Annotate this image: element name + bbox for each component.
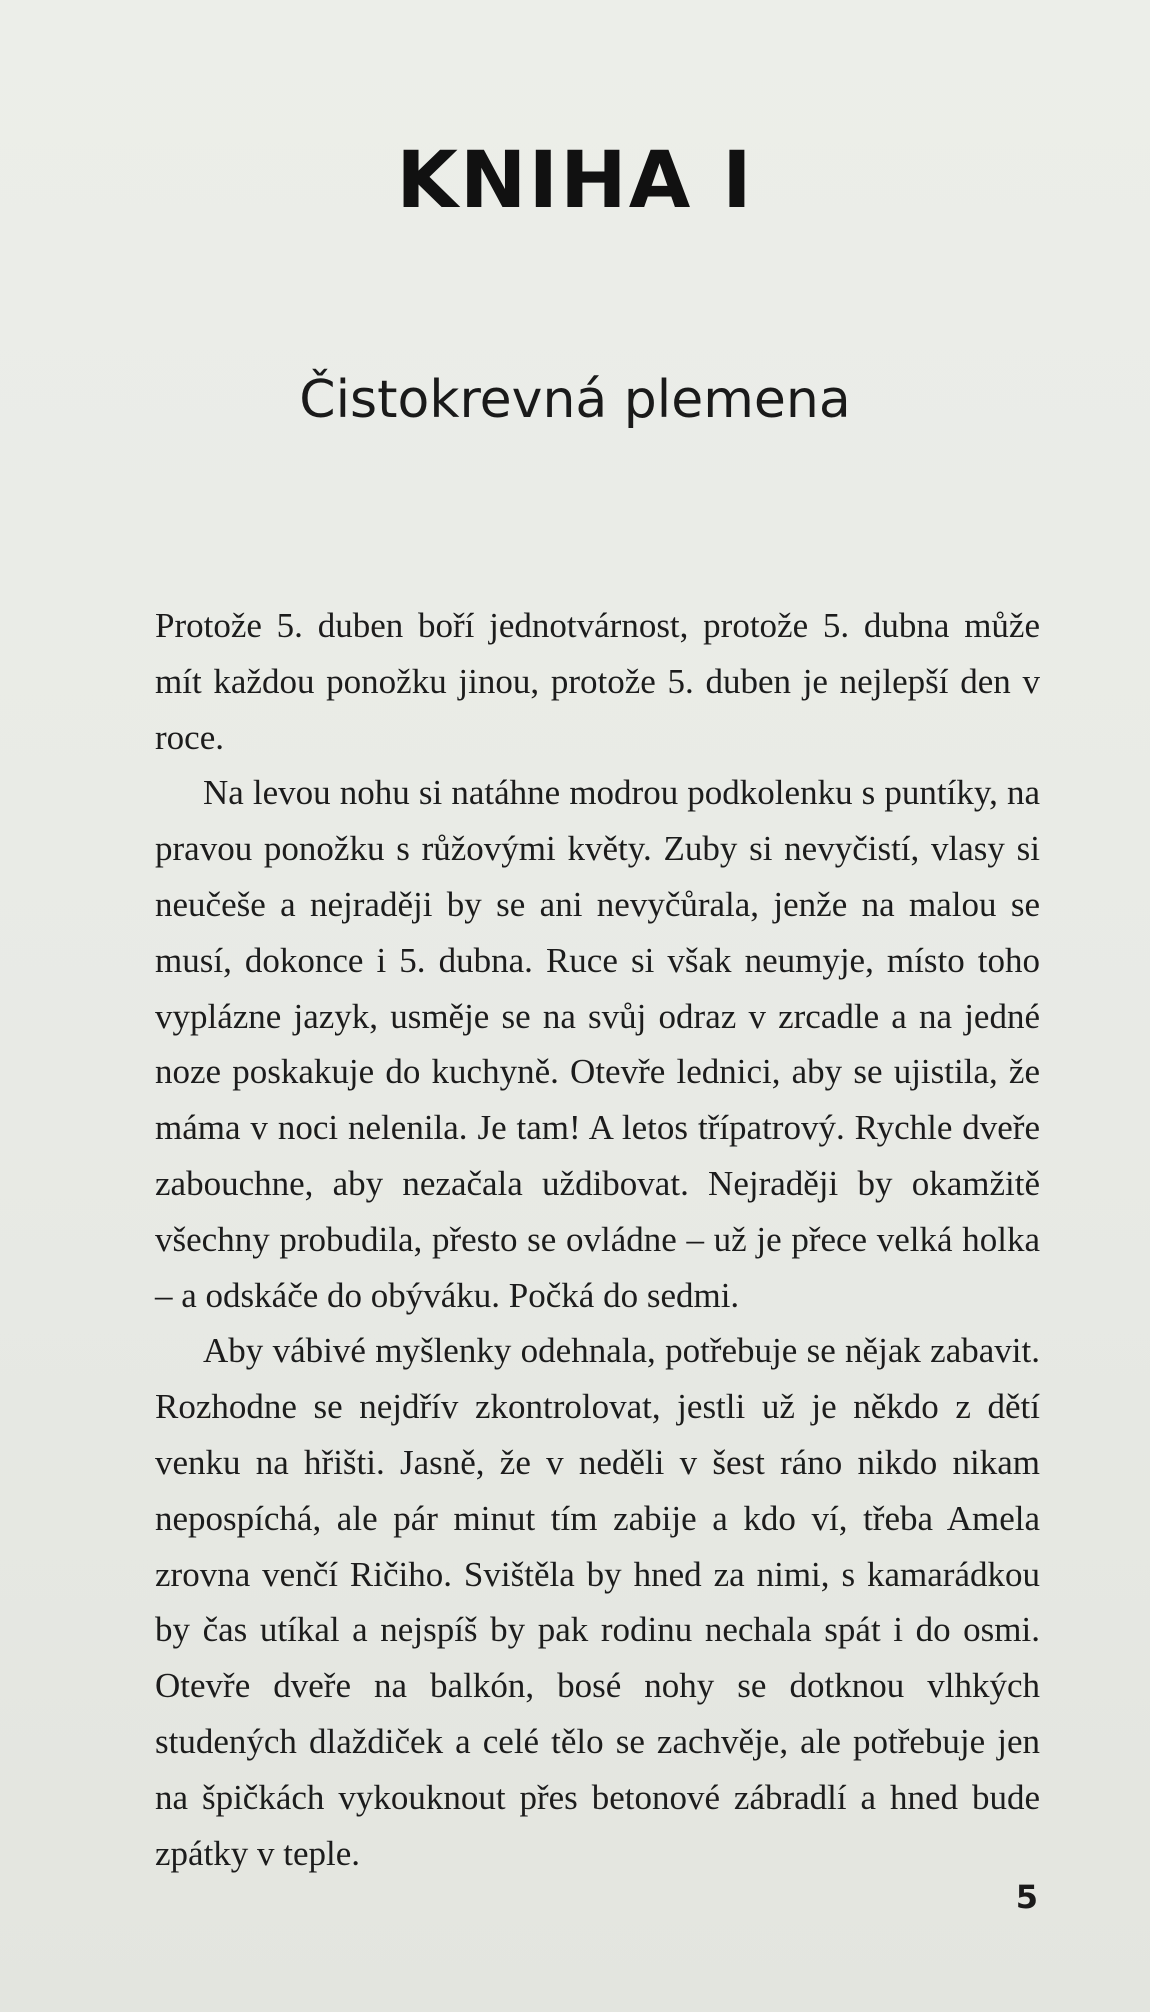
paragraph: Aby vábivé myšlenky odehnala, potřebuje se nějak zabavit. Rozhodne se nejdřív zkontrolovat, jestli už je někdo z dětí venku na hřišti. Jasně, že v neděli v šest ráno nikdo nikam nepospíchá, ale pár minut tím zabije a kdo ví, třeba Amela zrovna venčí Ričiho. Svištěla by hned za nimi, s kamarádkou by čas utíkal a nejspíš by pak rodinu nechala spát i do osmi. Otevře dveře na balkón, bosé nohy se dotknou vlhkých studených dlaždiček a celé tělo se zachvěje, ale potřebuje jen na špičkách vykouknout přes betonové zábradlí a hned bude zpátky v teple. xyxy=(155,1331,1040,1873)
body-text xyxy=(155,598,1040,1881)
paragraph: Na levou nohu si natáhne modrou podkolenku s puntíky, na pravou ponožku s růžovými květy. Zuby si nevyčistí, vlasy si neučeše a nejraději by se ani nevyčůrala, jenže na malou se musí, dokonce i 5. dubna. Ruce si však neumyje, místo toho vyplázne jazyk, usměje se na svůj odraz v zrcadle a na jedné noze poskakuje do kuchyně. Otevře lednici, aby se ujistila, že máma v noci nelenila. Je tam! A letos třípatrový. Rychle dveře zabouchne, aby nezačala uždibovat. Nejraději by okamžitě všechny probudila, přesto se ovládne – už je přece velká holka – a odskáče do obýváku. Počká do sedmi. xyxy=(155,773,1040,1315)
chapter-title: Čistokrevná plemena xyxy=(299,370,851,430)
page-number: 5 xyxy=(1015,1878,1038,1916)
book-title: KNIHA I xyxy=(396,136,754,226)
paragraph: Protože 5. duben boří jednotvárnost, protože 5. dubna může mít každou ponožku jinou, protože 5. duben je nejlepší den v roce. xyxy=(155,606,1040,757)
